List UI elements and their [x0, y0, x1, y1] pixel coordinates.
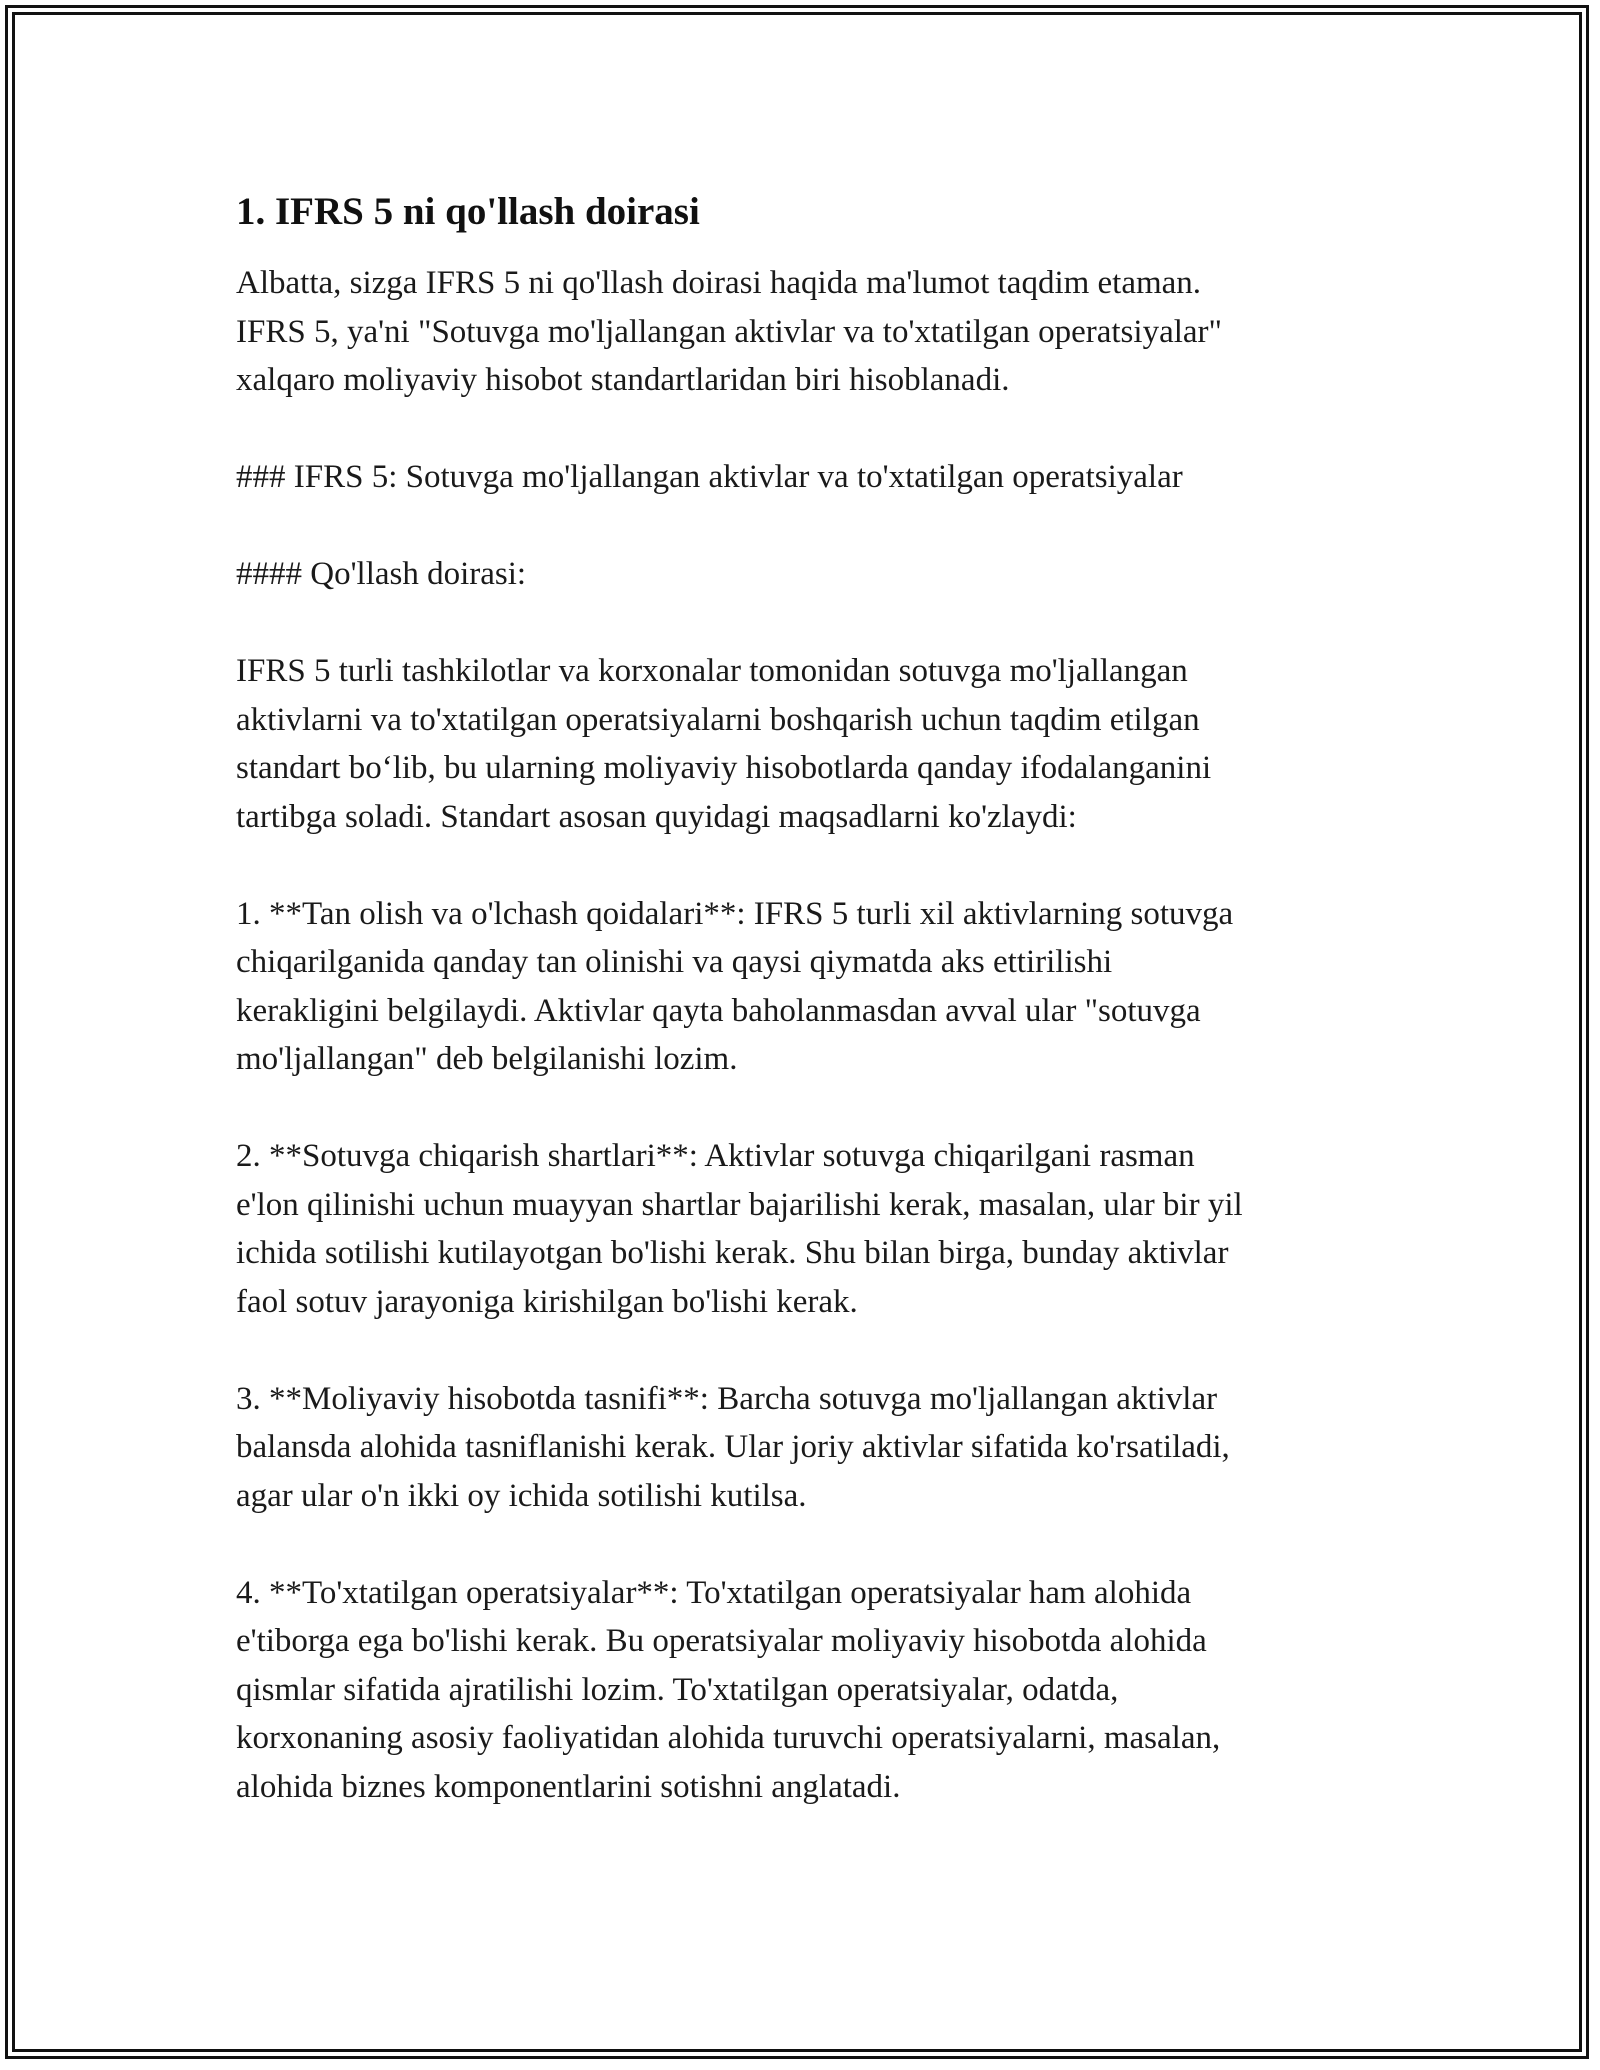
text-line: 4. **To'xtatilgan operatsiyalar**: To'xtatilgan operatsiyalar ham alohida — [236, 1574, 1192, 1611]
list-item-4 — [236, 1569, 1376, 1812]
text-line: ichida sotilishi kutilayotgan bo'lishi kerak. Shu bilan birga, bunday aktivlar — [236, 1235, 1229, 1271]
text-line: chiqarilganida qanday tan olinishi va qaysi qiymatda aks ettirilishi — [236, 944, 1113, 980]
section-heading-line — [236, 453, 1376, 502]
paragraph-gap — [236, 841, 1376, 890]
scope-paragraph — [236, 647, 1376, 841]
text-line: Albatta, sizga IFRS 5 ni qo'llash doirasi haqida ma'lumot taqdim etaman. — [236, 265, 1202, 301]
text-line: ### IFRS 5: Sotuvga mo'ljallangan aktivlar va to'xtatilgan operatsiyalar — [236, 459, 1183, 495]
text-line: 2. **Sotuvga chiqarish shartlari**: Aktivlar sotuvga chiqarilgani rasman — [236, 1138, 1195, 1174]
text-line: IFRS 5 turli tashkilotlar va korxonalar tomonidan sotuvga mo'ljallangan — [236, 653, 1188, 689]
paragraph-gap — [236, 599, 1376, 648]
document-title: 1. IFRS 5 ni qo'llash doirasi — [236, 190, 700, 233]
list-item-3 — [236, 1375, 1376, 1521]
text-line: e'lon qilinishi uchun muayyan shartlar bajarilishi kerak, masalan, ular bir yil — [236, 1186, 1243, 1223]
text-line: e'tiborga ega bo'lishi kerak. Bu operatsiyalar moliyaviy hisobotda alohida — [236, 1623, 1207, 1659]
text-line: mo'ljallangan" deb belgilanishi lozim. — [236, 1041, 738, 1077]
text-line: 3. **Moliyaviy hisobotda tasnifi**: Barcha sotuvga mo'ljallangan aktivlar — [236, 1380, 1218, 1417]
paragraph-gap — [236, 1326, 1376, 1375]
text-line: agar ular o'n ikki oy ichida sotilishi kutilsa. — [236, 1477, 807, 1514]
intro-paragraph — [236, 259, 1376, 405]
text-line: standart bo‘lib, bu ularning moliyaviy hisobotlarda qanday ifodalanganini — [236, 750, 1212, 786]
text-line: 1. **Tan olish va o'lchash qoidalari**: IFRS 5 turli xil aktivlarning sotuvga — [236, 895, 1234, 932]
text-line: xalqaro moliyaviy hisobot standartlaridan biri hisoblanadi. — [236, 362, 1010, 398]
text-line: qismlar sifatida ajratilishi lozim. To'xtatilgan operatsiyalar, odatda, — [236, 1671, 1119, 1708]
list-item-2 — [236, 1132, 1376, 1326]
text-line: alohida biznes komponentlarini sotishni anglatadi. — [236, 1768, 901, 1805]
paragraph-gap — [236, 502, 1376, 551]
text-line: tartibga soladi. Standart asosan quyidagi maqsadlarni ko'zlaydi: — [236, 798, 1077, 835]
text-line: kerakligini belgilaydi. Aktivlar qayta baholanmasdan avval ular "sotuvga — [236, 992, 1201, 1029]
paragraph-gap — [236, 1520, 1376, 1569]
text-line: #### Qo'llash doirasi: — [236, 556, 527, 592]
text-line: korxonaning asosiy faoliyatidan alohida turuvchi operatsiyalarni, masalan, — [236, 1720, 1221, 1756]
text-line: IFRS 5, ya'ni "Sotuvga mo'ljallangan aktivlar va to'xtatilgan operatsiyalar" — [236, 313, 1222, 350]
document-body — [236, 188, 1376, 1811]
text-line: aktivlarni va to'xtatilgan operatsiyalarni boshqarish uchun taqdim etilgan — [236, 701, 1200, 738]
text-line: balansda alohida tasniflanishi kerak. Ular joriy aktivlar sifatida ko'rsatiladi, — [236, 1429, 1230, 1465]
list-item-1 — [236, 890, 1376, 1084]
paragraph-gap — [236, 1084, 1376, 1133]
text-line: faol sotuv jarayoniga kirishilgan bo'lishi kerak. — [236, 1283, 858, 1320]
paragraph-gap — [236, 405, 1376, 454]
subsection-heading-line — [236, 550, 1376, 599]
